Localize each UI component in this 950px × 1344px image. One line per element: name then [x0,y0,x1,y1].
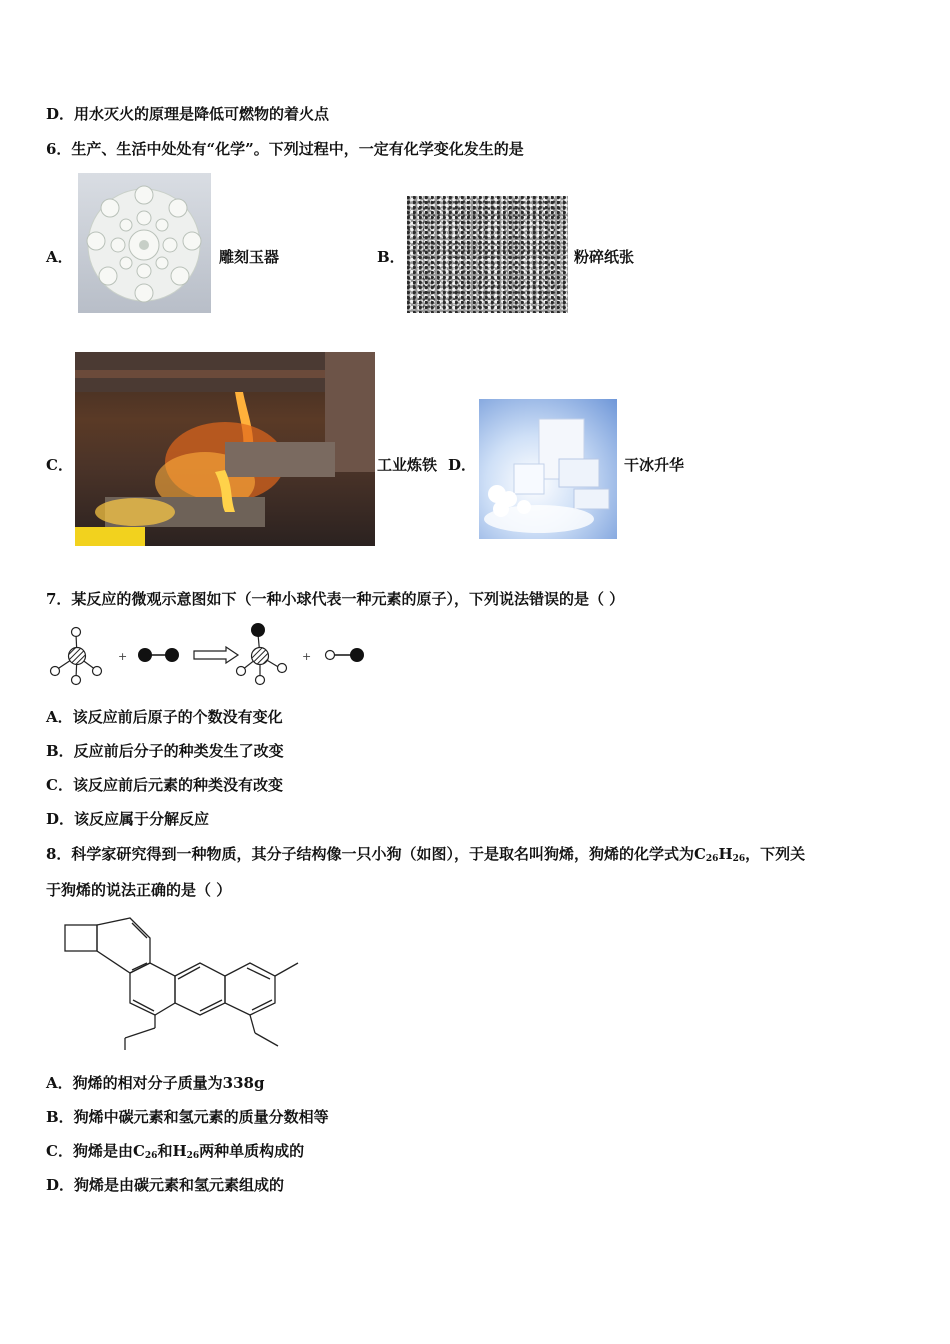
q6-option-a-text: 雕刻玉器 [219,248,280,266]
q8-stem-line1: 8．科学家研究得到一种物质，其分子结构像一只小狗（如图），于是取名叫狗烯，狗烯的化学式为$C_{26}H_{26}$，下列关 [46,845,806,864]
q5-option-d: D．用水灭火的原理是降低可燃物的着火点 [46,105,330,123]
q6-option-a-letter: A． [46,248,73,266]
jade-carving-image [78,173,211,313]
q6-option-b-text: 粉碎纸张 [574,248,635,266]
dogene-structure-diagram [60,913,305,1053]
q8-option-b: B．狗烯中碳元素和氢元素的质量分数相等 [46,1108,329,1126]
q7-option-b: B．反应前后分子的种类发生了改变 [46,742,284,760]
reaction-diagram [46,620,376,686]
diagram-plus-2: + [302,650,312,663]
reaction-arrow-icon [194,647,238,663]
q8-option-a: A．狗烯的相对分子质量为338g [46,1074,265,1092]
q6-option-d-text: 干冰升华 [624,456,685,474]
q6-option-b-letter: B． [377,248,405,266]
q6-option-c-letter: C． [46,456,73,474]
q7-option-d: D．该反应属于分解反应 [46,810,210,828]
q7-option-a: A．该反应前后原子的个数没有变化 [46,708,283,726]
dry-ice-image [479,399,617,539]
q6-option-c-text: 工业炼铁 [377,456,438,474]
q7-stem: 7．某反应的微观示意图如下（一种小球代表一种元素的原子），下列说法错误的是（ ） [46,590,625,608]
q7-option-c: C．该反应前后元素的种类没有改变 [46,776,283,794]
q8-option-c: C．狗烯是由$C_{26}$和$H_{26}$两种单质构成的 [46,1142,305,1161]
q8-stem-line2: 于狗烯的说法正确的是（ ） [46,881,232,899]
q8-option-d: D．狗烯是由碳元素和氢元素组成的 [46,1176,285,1194]
q6-stem: 6．生产、生活中处处有“化学”。下列过程中，一定有化学变化发生的是 [46,140,524,158]
q8-formula: $C_{26}H_{26}$ [693,845,746,864]
iron-smelting-image [75,352,375,546]
diagram-plus-1: + [118,650,128,663]
shredded-paper-image [407,196,568,313]
q6-option-d-letter: D． [448,456,477,474]
